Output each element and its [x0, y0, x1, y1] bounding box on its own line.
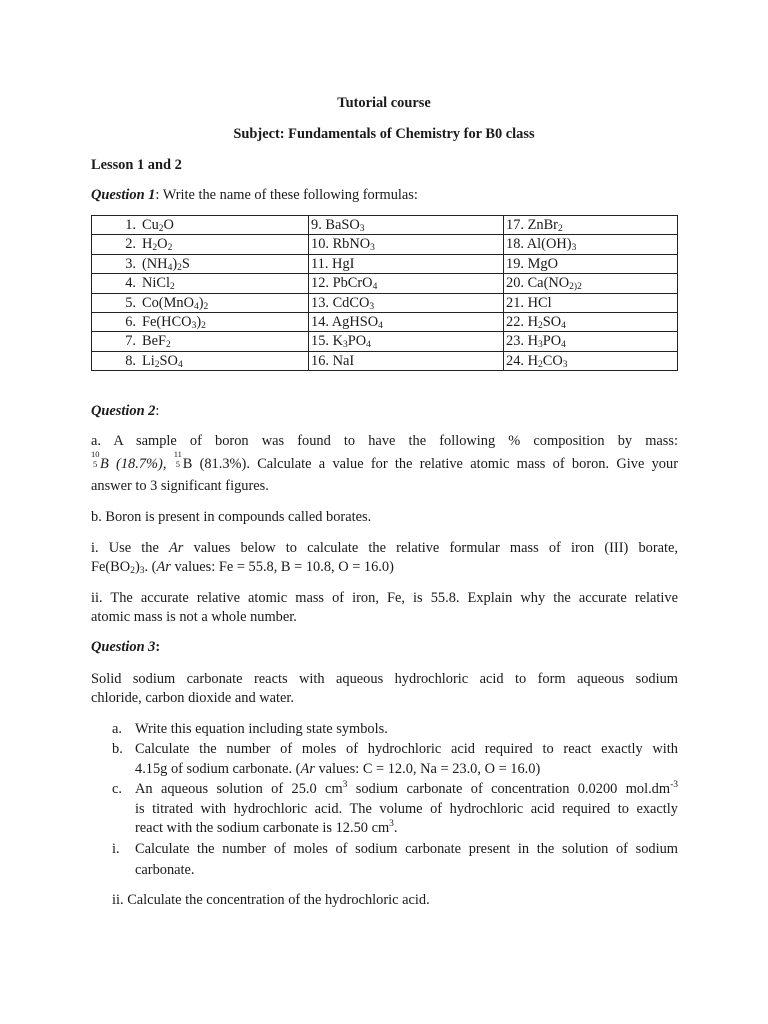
- table-row: [92, 235, 678, 254]
- formula-subscript: 4: [561, 321, 566, 332]
- formula-text: 12. PbCrO: [311, 275, 373, 292]
- q3-c-concentration: sodium carbonate of concentration 0.0200 mol.dm: [347, 781, 671, 797]
- q3-c-line2: is titrated with hydrochloric acid. The volume of hydrochloric acid required to exactly: [135, 801, 678, 817]
- formula-cell: [92, 332, 309, 351]
- formula-subscript: 2: [154, 359, 160, 370]
- q2-i-line2: [91, 557, 394, 577]
- formula-number: 1.: [125, 217, 136, 233]
- formula-cell: [504, 313, 678, 332]
- formula-subscript: 3: [369, 301, 375, 312]
- formula-text: 19. MgO: [506, 255, 558, 272]
- formula-subscript: 3: [537, 340, 543, 351]
- formula-subscript: 2: [170, 282, 175, 293]
- formula-cell: [309, 332, 504, 351]
- formula-subscript: 4: [167, 262, 173, 273]
- q3-a-label: a.: [112, 721, 122, 737]
- q2-ii-line1: ii. The accurate relative atomic mass of iron, Fe, is 55.8. Explain why the accurate relative: [91, 590, 678, 606]
- q2-i-line1: i. Use the Ar values below to calculate the relative formular mass of iron (III) borate,: [91, 540, 678, 556]
- formula-subscript: 2: [152, 243, 158, 254]
- question-1-text: : Write the name of these following formulas:: [155, 187, 418, 203]
- formula-subscript: 2: [537, 359, 543, 370]
- formula-text: 16. NaI: [311, 352, 355, 369]
- table-row: [92, 332, 678, 351]
- formula-text: SO: [159, 352, 178, 369]
- table-row: [92, 313, 678, 332]
- formula-subscript: 2: [201, 321, 206, 332]
- formula-text: S: [181, 255, 190, 272]
- question-3-heading: [91, 637, 160, 657]
- formula-cell: [504, 216, 678, 235]
- q2-b: b. Boron is present in compounds called borates.: [91, 509, 372, 525]
- formula-number: 4.: [125, 275, 136, 292]
- formula-subscript: 4: [193, 301, 199, 312]
- q2-i-formula-mid: ): [134, 559, 140, 575]
- formula-text: 17. ZnBr: [506, 217, 558, 233]
- formula-text: PO: [542, 333, 562, 350]
- formula-text: CO: [542, 352, 563, 369]
- formula-text: ): [198, 294, 204, 311]
- formula-cell: [92, 254, 309, 273]
- formula-text: Li: [142, 352, 155, 369]
- formula-text: 15. K: [311, 333, 343, 350]
- formula-text: 10. RbNO: [311, 236, 371, 253]
- formula-subscript: 2: [557, 224, 563, 234]
- q3-c-label: c.: [112, 781, 122, 797]
- formula-cell: [504, 274, 678, 293]
- question-2-colon: :: [155, 403, 160, 419]
- formula-subscript: 2: [158, 224, 164, 234]
- formula-text: H: [142, 236, 153, 253]
- formula-subscript: 4: [177, 359, 183, 370]
- q2-a-line3: answer to 3 significant figures.: [91, 478, 269, 494]
- isotope-b11: [173, 449, 183, 469]
- formula-cell: [504, 332, 678, 351]
- subject-heading: Subject: Fundamentals of Chemistry for B0 class: [233, 126, 535, 142]
- q3-b-label: b.: [112, 741, 123, 757]
- formula-subscript: 3: [359, 224, 365, 234]
- formula-subscript: 2: [166, 340, 171, 351]
- formula-text: SO: [542, 314, 562, 331]
- q3-intro-line1: Solid sodium carbonate reacts with aqueous hydrochloric acid to form aqueous sodium: [91, 671, 678, 687]
- q3-intro-line2: chloride, carbon dioxide and water.: [91, 690, 294, 706]
- formula-number: 5.: [125, 294, 136, 311]
- formula-cell: [92, 293, 309, 312]
- q3-c-line3: [135, 818, 678, 838]
- formula-text: Cu: [142, 217, 159, 233]
- q3-b-line1: Calculate the number of moles of hydrochloric acid required to react exactly with: [135, 741, 678, 757]
- formula-text: PO: [347, 333, 367, 350]
- isotope-b10-number: 5: [93, 459, 98, 469]
- formula-text: NiCl: [142, 275, 170, 292]
- q3-i-label: i.: [112, 841, 120, 857]
- formula-text: 13. CdCO: [311, 294, 370, 311]
- formula-cell: [309, 293, 504, 312]
- q2-i-formula-pre: Fe(BO: [91, 559, 131, 575]
- question-1-prompt: [91, 185, 418, 205]
- formula-subscript: 3: [370, 243, 375, 254]
- formula-text: Co(MnO: [142, 294, 194, 311]
- lesson-heading: Lesson 1 and 2: [91, 157, 182, 173]
- isotope-b10-text: B (18.7%),: [100, 456, 167, 472]
- formula-text: 20. Ca(NO: [506, 275, 570, 292]
- table-row: [92, 351, 678, 370]
- q2-a-line1: a. A sample of boron was found to have the following % composition by mass:: [91, 433, 678, 449]
- question-2-label: Question 2: [91, 403, 156, 419]
- formula-text: ): [172, 255, 178, 272]
- formula-number: 3.: [125, 255, 136, 272]
- formula-cell: [504, 254, 678, 273]
- formula-subscript: 4: [378, 321, 383, 332]
- document-title: Tutorial course: [337, 95, 431, 111]
- formula-text: O: [163, 217, 174, 233]
- formula-subscript: 3: [571, 243, 577, 254]
- q3-i-line1: Calculate the number of moles of sodium carbonate present in the solution of sodium: [135, 841, 678, 857]
- q2-i-formula-sub2: 3: [139, 566, 145, 576]
- q2-i-ar-values: . (Ar values: Fe = 55.8, B = 10.8, O = 16.0): [144, 559, 394, 575]
- formula-number: 8.: [125, 352, 136, 369]
- formula-subscript: 2)2: [569, 282, 582, 293]
- formula-text: O: [157, 236, 168, 253]
- q3-b-line2: 4.15g of sodium carbonate. (Ar values: C = 12.0, Na = 23.0, O = 16.0): [135, 761, 541, 777]
- q3-c-volume-exp: 3: [342, 780, 348, 790]
- q3-c-volume: An aqueous solution of 25.0 cm: [135, 781, 343, 797]
- formula-cell: [504, 293, 678, 312]
- formula-text: 21. HCl: [506, 294, 552, 311]
- q3-c-titre-exp: 3: [389, 819, 394, 829]
- isotope-b11-text: B (81.3%). Calculate a value for the relative atomic mass of boron. Give your: [182, 456, 678, 472]
- formula-table: [91, 215, 678, 371]
- formula-subscript: 3: [191, 321, 197, 332]
- isotope-b11-number: 5: [175, 459, 180, 469]
- q3-c-period: .: [393, 820, 398, 836]
- formula-text: 24. H: [506, 352, 538, 369]
- table-row: [92, 293, 678, 312]
- table-row: [92, 274, 678, 293]
- formula-text: 23. H: [506, 333, 538, 350]
- formula-subscript: 2: [167, 243, 173, 254]
- q3-ii: ii. Calculate the concentration of the hydrochloric acid.: [112, 892, 430, 908]
- question-3-colon: :: [155, 639, 161, 655]
- question-1-label: Question 1: [91, 187, 156, 203]
- formula-text: 22. H: [506, 314, 538, 331]
- formula-subscript: 4: [372, 282, 378, 293]
- isotope-b10: [91, 449, 100, 469]
- formula-cell: [504, 351, 678, 370]
- formula-number: 7.: [125, 333, 136, 350]
- formula-text: BeF: [142, 333, 166, 350]
- table-row: [92, 254, 678, 273]
- formula-cell: [309, 254, 504, 273]
- formula-cell: [504, 235, 678, 254]
- formula-cell: [92, 235, 309, 254]
- formula-subscript: 3: [562, 359, 568, 370]
- formula-cell: [92, 351, 309, 370]
- q3-c-concentration-exp: -3: [670, 780, 678, 790]
- table-row: [92, 216, 678, 235]
- q2-a-line2: [91, 449, 678, 474]
- formula-cell: [309, 274, 504, 293]
- formula-cell: [92, 216, 309, 235]
- q3-a-text: Write this equation including state symbols.: [135, 721, 388, 737]
- formula-cell: [309, 216, 504, 235]
- formula-cell: [92, 313, 309, 332]
- formula-text: (NH: [142, 255, 168, 272]
- formula-number: 2.: [125, 236, 136, 253]
- formula-cell: [309, 351, 504, 370]
- isotope-b11-mass: 11: [173, 449, 182, 459]
- formula-subscript: 2: [537, 321, 543, 332]
- q2-ii-line2: atomic mass is not a whole number.: [91, 609, 297, 625]
- formula-subscript: 2: [177, 262, 182, 273]
- q2-i-formula-sub1: 2: [130, 566, 135, 576]
- formula-text: 18. Al(OH): [506, 236, 572, 253]
- formula-cell: [309, 235, 504, 254]
- formula-text: Fe(HCO: [142, 314, 192, 331]
- formula-text: ): [196, 314, 202, 331]
- formula-cell: [309, 313, 504, 332]
- formula-subscript: 2: [203, 301, 209, 312]
- formula-number: 6.: [125, 314, 136, 331]
- formula-text: 14. AgHSO: [311, 314, 379, 331]
- formula-cell: [92, 274, 309, 293]
- formula-text: 9. BaSO: [311, 217, 360, 233]
- formula-subscript: 4: [366, 340, 371, 351]
- isotope-b10-mass: 10: [91, 449, 100, 459]
- question-3-label: Question 3: [91, 639, 156, 655]
- formula-subscript: 3: [342, 340, 348, 351]
- formula-text: 11. HgI: [311, 255, 355, 272]
- q3-i-line2: carbonate.: [135, 862, 195, 878]
- q3-c-line1: [135, 779, 678, 799]
- q3-c-titre: react with the sodium carbonate is 12.50 cm: [135, 820, 390, 836]
- question-2-heading: [91, 401, 159, 421]
- formula-subscript: 4: [561, 340, 566, 351]
